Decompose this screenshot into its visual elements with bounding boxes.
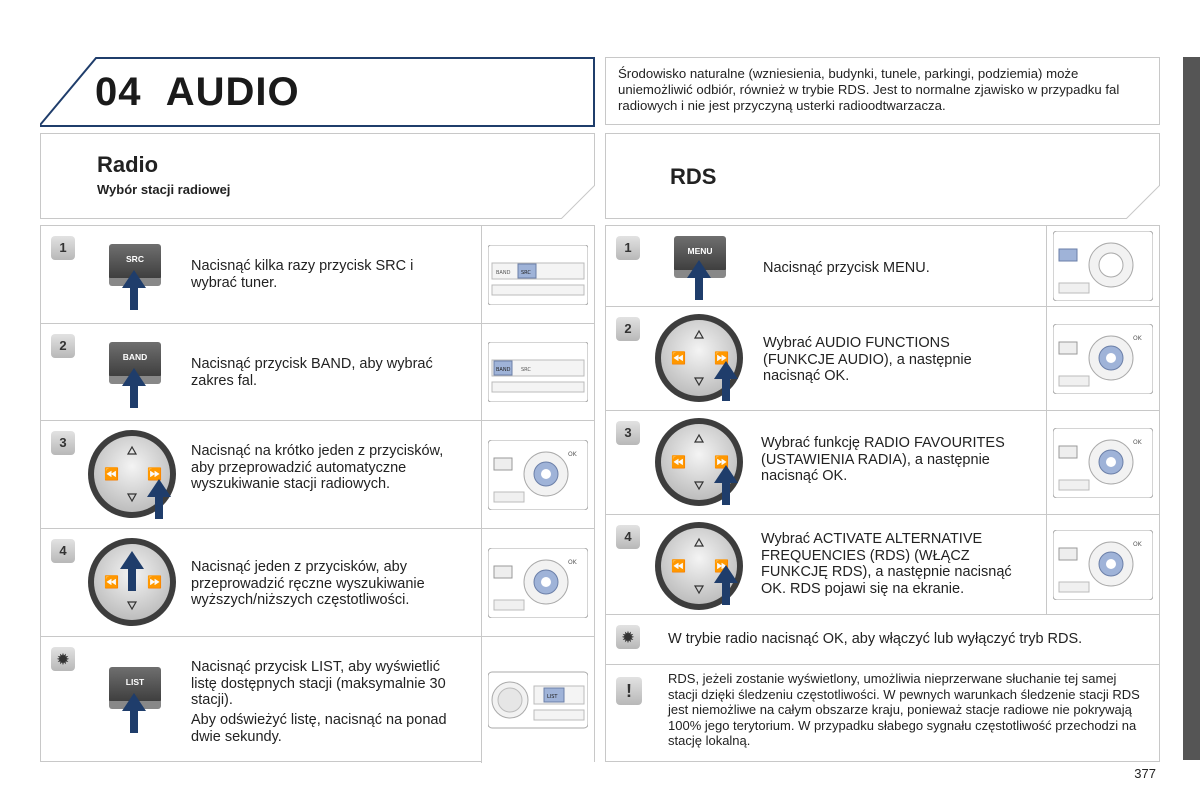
radio-step-4 — [41, 528, 594, 636]
page-number: 377 — [1134, 766, 1156, 781]
control-pad-illustration — [1053, 530, 1153, 600]
step-text: Nacisnąć na krótko jeden z przycisków, aby przeprowadzić automatyczne wyszukiwanie stacji radiowych. — [191, 443, 444, 492]
svg-text:SRC: SRC — [521, 269, 531, 276]
step-text-2: Aby odświeżyć listę, nacisnąć na ponad dwie sekundy. — [191, 712, 447, 745]
control-pad-illustration — [1053, 324, 1153, 394]
menu-pad-thumbnail — [1046, 226, 1159, 306]
corner-cut — [535, 185, 595, 219]
rds-section-header — [605, 133, 1160, 219]
rds-title: RDS — [670, 164, 717, 189]
control-pad-illustration — [488, 548, 588, 618]
press-arrow-icon — [147, 479, 173, 521]
rds-step-2 — [606, 306, 1159, 410]
step-number: 1 — [616, 236, 640, 260]
press-arrow-icon — [687, 260, 713, 302]
press-arrow-icon — [122, 693, 148, 735]
rds-step-1 — [606, 226, 1159, 306]
button-panel-illustration — [488, 245, 588, 305]
page-title: 04 AUDIO — [95, 70, 300, 114]
press-arrow-icon — [122, 270, 148, 312]
step-text: Nacisnąć przycisk BAND, aby wybrać zakres fal. — [191, 356, 433, 389]
control-pad-illustration — [1053, 428, 1153, 498]
warning-text: RDS, jeżeli zostanie wyświetlony, umożliwia nieprzerwane słuchanie tej samej stacji dzięki śledzeniu częstotliwości. W pewnych warunkach śledzenie stacji RDS jest niemożliwe na całym obszarze kraju, ponieważ stacje radiowe nie pokrywają 100% jego terytorium. W przypadku słabego sygnału częstotliwość przechodzi na stację lokalną. — [668, 671, 1140, 748]
control-pad-illustration — [1053, 231, 1153, 301]
lightbulb-icon: ✹ — [51, 647, 75, 671]
radio-step-3 — [41, 420, 594, 528]
band-key: BAND — [109, 342, 161, 378]
rds-step-3 — [606, 410, 1159, 514]
list-key: LIST — [109, 667, 161, 703]
step-number: 2 — [616, 317, 640, 341]
step-text: Wybrać funkcję RADIO FAVOURITES (USTAWIENIA RADIA), a następnie nacisnąć OK. — [761, 435, 1005, 484]
menu-key: MENU — [674, 236, 726, 272]
step-number: 1 — [51, 236, 75, 260]
radio-subtitle: Wybór stacji radiowej — [97, 182, 231, 197]
radio-face-illustration — [488, 670, 588, 730]
rds-warning — [606, 664, 1159, 763]
step-text: Wybrać ACTIVATE ALTERNATIVE FREQUENCIES (RDS) (WŁĄCZ FUNKCJĘ RDS), a następnie nacisnąć OK. RDS pojawi się na ekranie. — [761, 531, 1012, 597]
step-number: 3 — [51, 431, 75, 455]
band-panel-thumbnail — [481, 324, 594, 420]
step-number: 2 — [51, 334, 75, 358]
environment-note: Środowisko naturalne (wzniesienia, budynki, tunele, parkingi, podziemia) może uniemożliwić odbiór, również w trybie RDS. Jest to normalne zjawisko w przypadku fal radiowych i nie jest przyczyną usterki radioodtwarzacza. — [605, 57, 1160, 125]
step-number: 4 — [51, 539, 75, 563]
radio-tip-list — [41, 636, 594, 763]
dial-pad-thumbnail — [481, 421, 594, 528]
radio-step-2 — [41, 323, 594, 420]
step-text: Nacisnąć przycisk MENU. — [763, 260, 930, 276]
list-panel-thumbnail — [481, 637, 594, 763]
press-arrow-icon — [714, 565, 740, 607]
button-panel-illustration — [488, 342, 588, 402]
rds-tip — [606, 614, 1159, 664]
control-pad-illustration — [488, 440, 588, 510]
rds-steps-panel — [605, 225, 1160, 762]
rds-step-4 — [606, 514, 1159, 614]
radio-title: Radio — [97, 152, 159, 177]
press-arrow-icon — [714, 361, 740, 403]
lightbulb-icon: ✹ — [616, 625, 640, 649]
tip-text: W trybie radio nacisnąć OK, aby włączyć lub wyłączyć tryb RDS. — [668, 631, 1083, 647]
step-number: 4 — [616, 525, 640, 549]
band-panel-thumbnail — [481, 226, 594, 323]
exclamation-icon: ! — [616, 677, 642, 705]
src-key: SRC — [109, 244, 161, 280]
radio-section-header — [40, 133, 595, 219]
step-text: Nacisnąć przycisk LIST, aby wyświetlić listę dostępnych stacji (maksymalnie 30 stacji). — [191, 659, 446, 708]
corner-cut — [1100, 185, 1160, 219]
radio-steps-panel — [40, 225, 595, 762]
dial-pad-thumbnail — [1046, 307, 1159, 410]
svg-text:SRC: SRC — [521, 367, 531, 373]
radio-step-1 — [41, 226, 594, 323]
svg-text:LIST: LIST — [547, 694, 558, 700]
step-text: Wybrać AUDIO FUNCTIONS (FUNKCJE AUDIO), a następnie nacisnąć OK. — [763, 335, 972, 384]
step-text: Nacisnąć jeden z przycisków, aby przeprowadzić ręczne wyszukiwanie wyższych/niższych częstotliwości. — [191, 559, 425, 608]
dial-pad-thumbnail — [1046, 411, 1159, 514]
chapter-side-tab — [1183, 57, 1200, 760]
press-arrow-icon — [714, 465, 740, 507]
svg-text:BAND: BAND — [496, 367, 511, 373]
svg-text:BAND: BAND — [496, 269, 511, 276]
step-text: Nacisnąć kilka razy przycisk SRC i wybrać tuner. — [191, 258, 414, 291]
dial-pad-thumbnail — [481, 529, 594, 636]
press-arrow-icon — [122, 368, 148, 410]
step-number: 3 — [616, 421, 640, 445]
dial-pad-thumbnail — [1046, 515, 1159, 614]
press-arrow-icon — [120, 551, 146, 593]
